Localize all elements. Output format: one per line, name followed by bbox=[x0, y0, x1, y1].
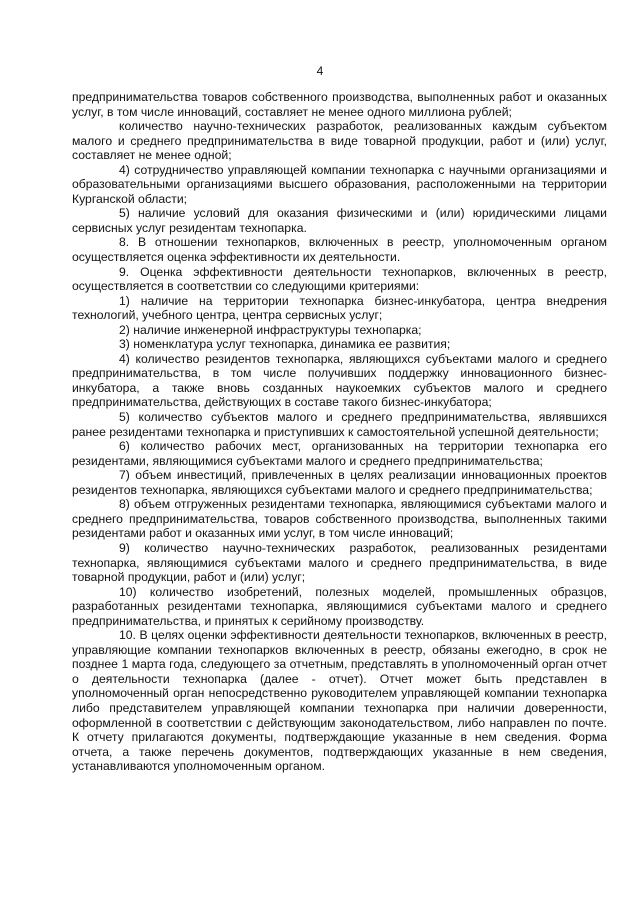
paragraph: 6) количество рабочих мест, организованных на территории технопарка его резидентами, являющимися субъектами малого и среднего предпринимательства; bbox=[72, 439, 607, 468]
paragraph: 5) наличие условий для оказания физическими и (или) юридическими лицами сервисных услуг резидентам технопарка. bbox=[72, 206, 607, 235]
paragraph: 2) наличие инженерной инфраструктуры технопарка; bbox=[119, 322, 422, 337]
paragraph: 4) количество резидентов технопарка, являющихся субъектами малого и среднего предпринимательства, в том числе получивших поддержку инновационного бизнес-инкубатора, а также вновь созданных наукоемких субъектов малого и среднего предпринимательства, действующих в составе такого бизнес-инкубатора; bbox=[72, 351, 607, 410]
paragraph: 3) номенклатура услуг технопарка, динамика ее развития; bbox=[119, 337, 451, 352]
document-body bbox=[72, 90, 607, 774]
paragraph: 7) объем инвестиций, привлеченных в целях реализации инновационных проектов резидентов технопарка, являющихся субъектами малого и среднего предпринимательства; bbox=[72, 468, 607, 497]
paragraph: 5) количество субъектов малого и среднего предпринимательства, являвшихся ранее резидентами технопарка и приступивших к самостоятельной успешной деятельности; bbox=[72, 410, 607, 439]
paragraph: 8. В отношении технопарков, включенных в реестр, уполномоченным органом осуществляется оценка эффективности их деятельности. bbox=[72, 235, 607, 265]
paragraph: 4) сотрудничество управляющей компании технопарка с научными организациями и образовательными организациями высшего образования, расположенными на территории Курганской области; bbox=[72, 162, 607, 206]
paragraph: 10) количество изобретений, полезных моделей, промышленных образцов, разработанных резидентами технопарка, являющимися субъектами малого и среднего предпринимательства, и принятых к серийному производству. bbox=[72, 584, 607, 628]
paragraph: количество научно-технических разработок, реализованных каждым субъектом малого и среднего предпринимательства в виде товарной продукции, работ и (или) услуг, составляет не менее одной; bbox=[72, 119, 607, 163]
page-number: 4 bbox=[316, 64, 324, 78]
paragraph: предпринимательства товаров собственного производства, выполненных работ и оказанных услуг, в том числе инноваций, составляет не менее одного миллиона рублей; bbox=[72, 90, 607, 119]
paragraph: 9. Оценка эффективности деятельности технопарков, включенных в реестр, осуществляется в соответствии со следующими критериями: bbox=[72, 264, 607, 294]
paragraph: 8) объем отгруженных резидентами технопарка, являющимися субъектами малого и среднего предпринимательства, товаров собственного производства, выполненных такими резидентами работ и оказанных ими услуг, в том числе инноваций; bbox=[72, 497, 607, 541]
paragraph: 9) количество научно-технических разработок, реализованных резидентами технопарка, являющимися субъектами малого и среднего предпринимательства, в виде товарной продукции, работ и (или) услуг; bbox=[72, 540, 607, 585]
paragraph: 1) наличие на территории технопарка бизнес-инкубатора, центра внедрения технологий, учебного центра, центра сервисных услуг; bbox=[72, 293, 607, 323]
paragraph: 10. В целях оценки эффективности деятельности технопарков, включенных в реестр, управляющие компании технопарков включенных в реестр, обязаны ежегодно, в срок не позднее 1 марта года, следующего за отчетным, представлять в уполномоченный орган отчет о деятельности технопарка (далее - отчет). Отчет может быть представлен в уполномоченный орган непосредственно руководителем управляющей компании технопарка либо представителем управляющей компании технопарка при наличии доверенности, оформленной в соответствии с действующим законодательством, либо направлен по почте. К отчету прилагаются документы, подтверждающие указанные в нем сведения. Форма отчета, а также перечень документов, подтверждающих указанные в нем сведения, устанавливаются уполномоченным органом. bbox=[72, 628, 607, 774]
